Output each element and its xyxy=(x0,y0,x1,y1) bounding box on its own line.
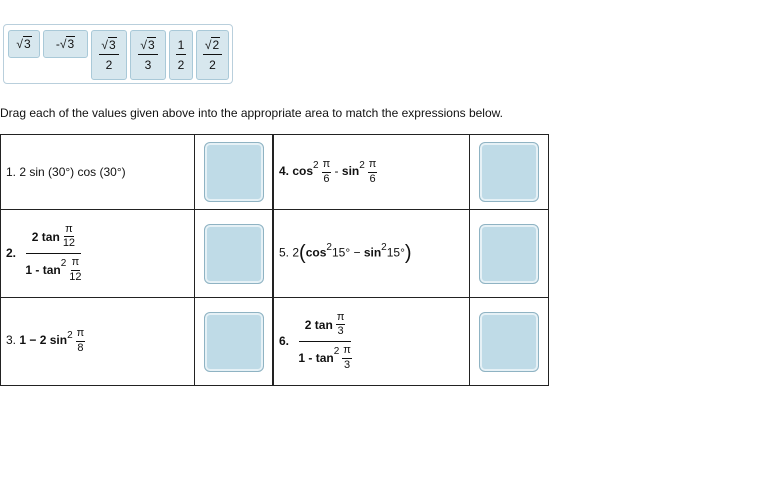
instructions-text: Drag each of the values given above into the appropriate area to match the expressions below. xyxy=(0,106,503,120)
tile-sqrt3[interactable]: √3 xyxy=(8,30,40,58)
answer-tile-tray xyxy=(3,24,233,84)
tile-neg-sqrt3[interactable]: - √3 xyxy=(43,30,88,58)
drop-zone-4[interactable] xyxy=(479,142,539,202)
drop-zone-1[interactable] xyxy=(204,142,264,202)
expression-2: 2. 2 tan π 12 1 - tan 2 π 12 xyxy=(1,210,195,298)
tile-sqrt3-over-2[interactable]: $\frac{√3}{2}$ xyxy=(91,30,127,80)
drop-zone-2[interactable] xyxy=(204,224,264,284)
tile-sqrt3-over-3[interactable]: $\frac{√3}{3}$ xyxy=(130,30,166,80)
tile-1-over-2[interactable]: $\frac{1}{2}$ xyxy=(169,30,193,80)
drop-zone-6[interactable] xyxy=(479,312,539,372)
match-table xyxy=(0,134,549,386)
expression-1: 1. 2 sin (30°) cos (30°) xyxy=(1,135,195,210)
drop-zone-5[interactable] xyxy=(479,224,539,284)
expression-6: 6. 2 tan π 3 1 - tan 2 π 3 xyxy=(273,298,470,386)
expression-3: 3. 1 − 2 $\sin^2$ $\frac{\pi}{8}$ xyxy=(1,298,195,386)
drop-zone-3[interactable] xyxy=(204,312,264,372)
expression-4: 4. $\cos^2$ $\frac{\pi}{6}$ - $\sin^2$ $\frac{\pi}{6}$ xyxy=(273,135,470,210)
expression-5: 5. $2(\cos^215^\circ - \sin^215^\circ)$ xyxy=(273,210,470,298)
tile-sqrt2-over-2[interactable]: $\frac{√2}{2}$ xyxy=(196,30,229,80)
